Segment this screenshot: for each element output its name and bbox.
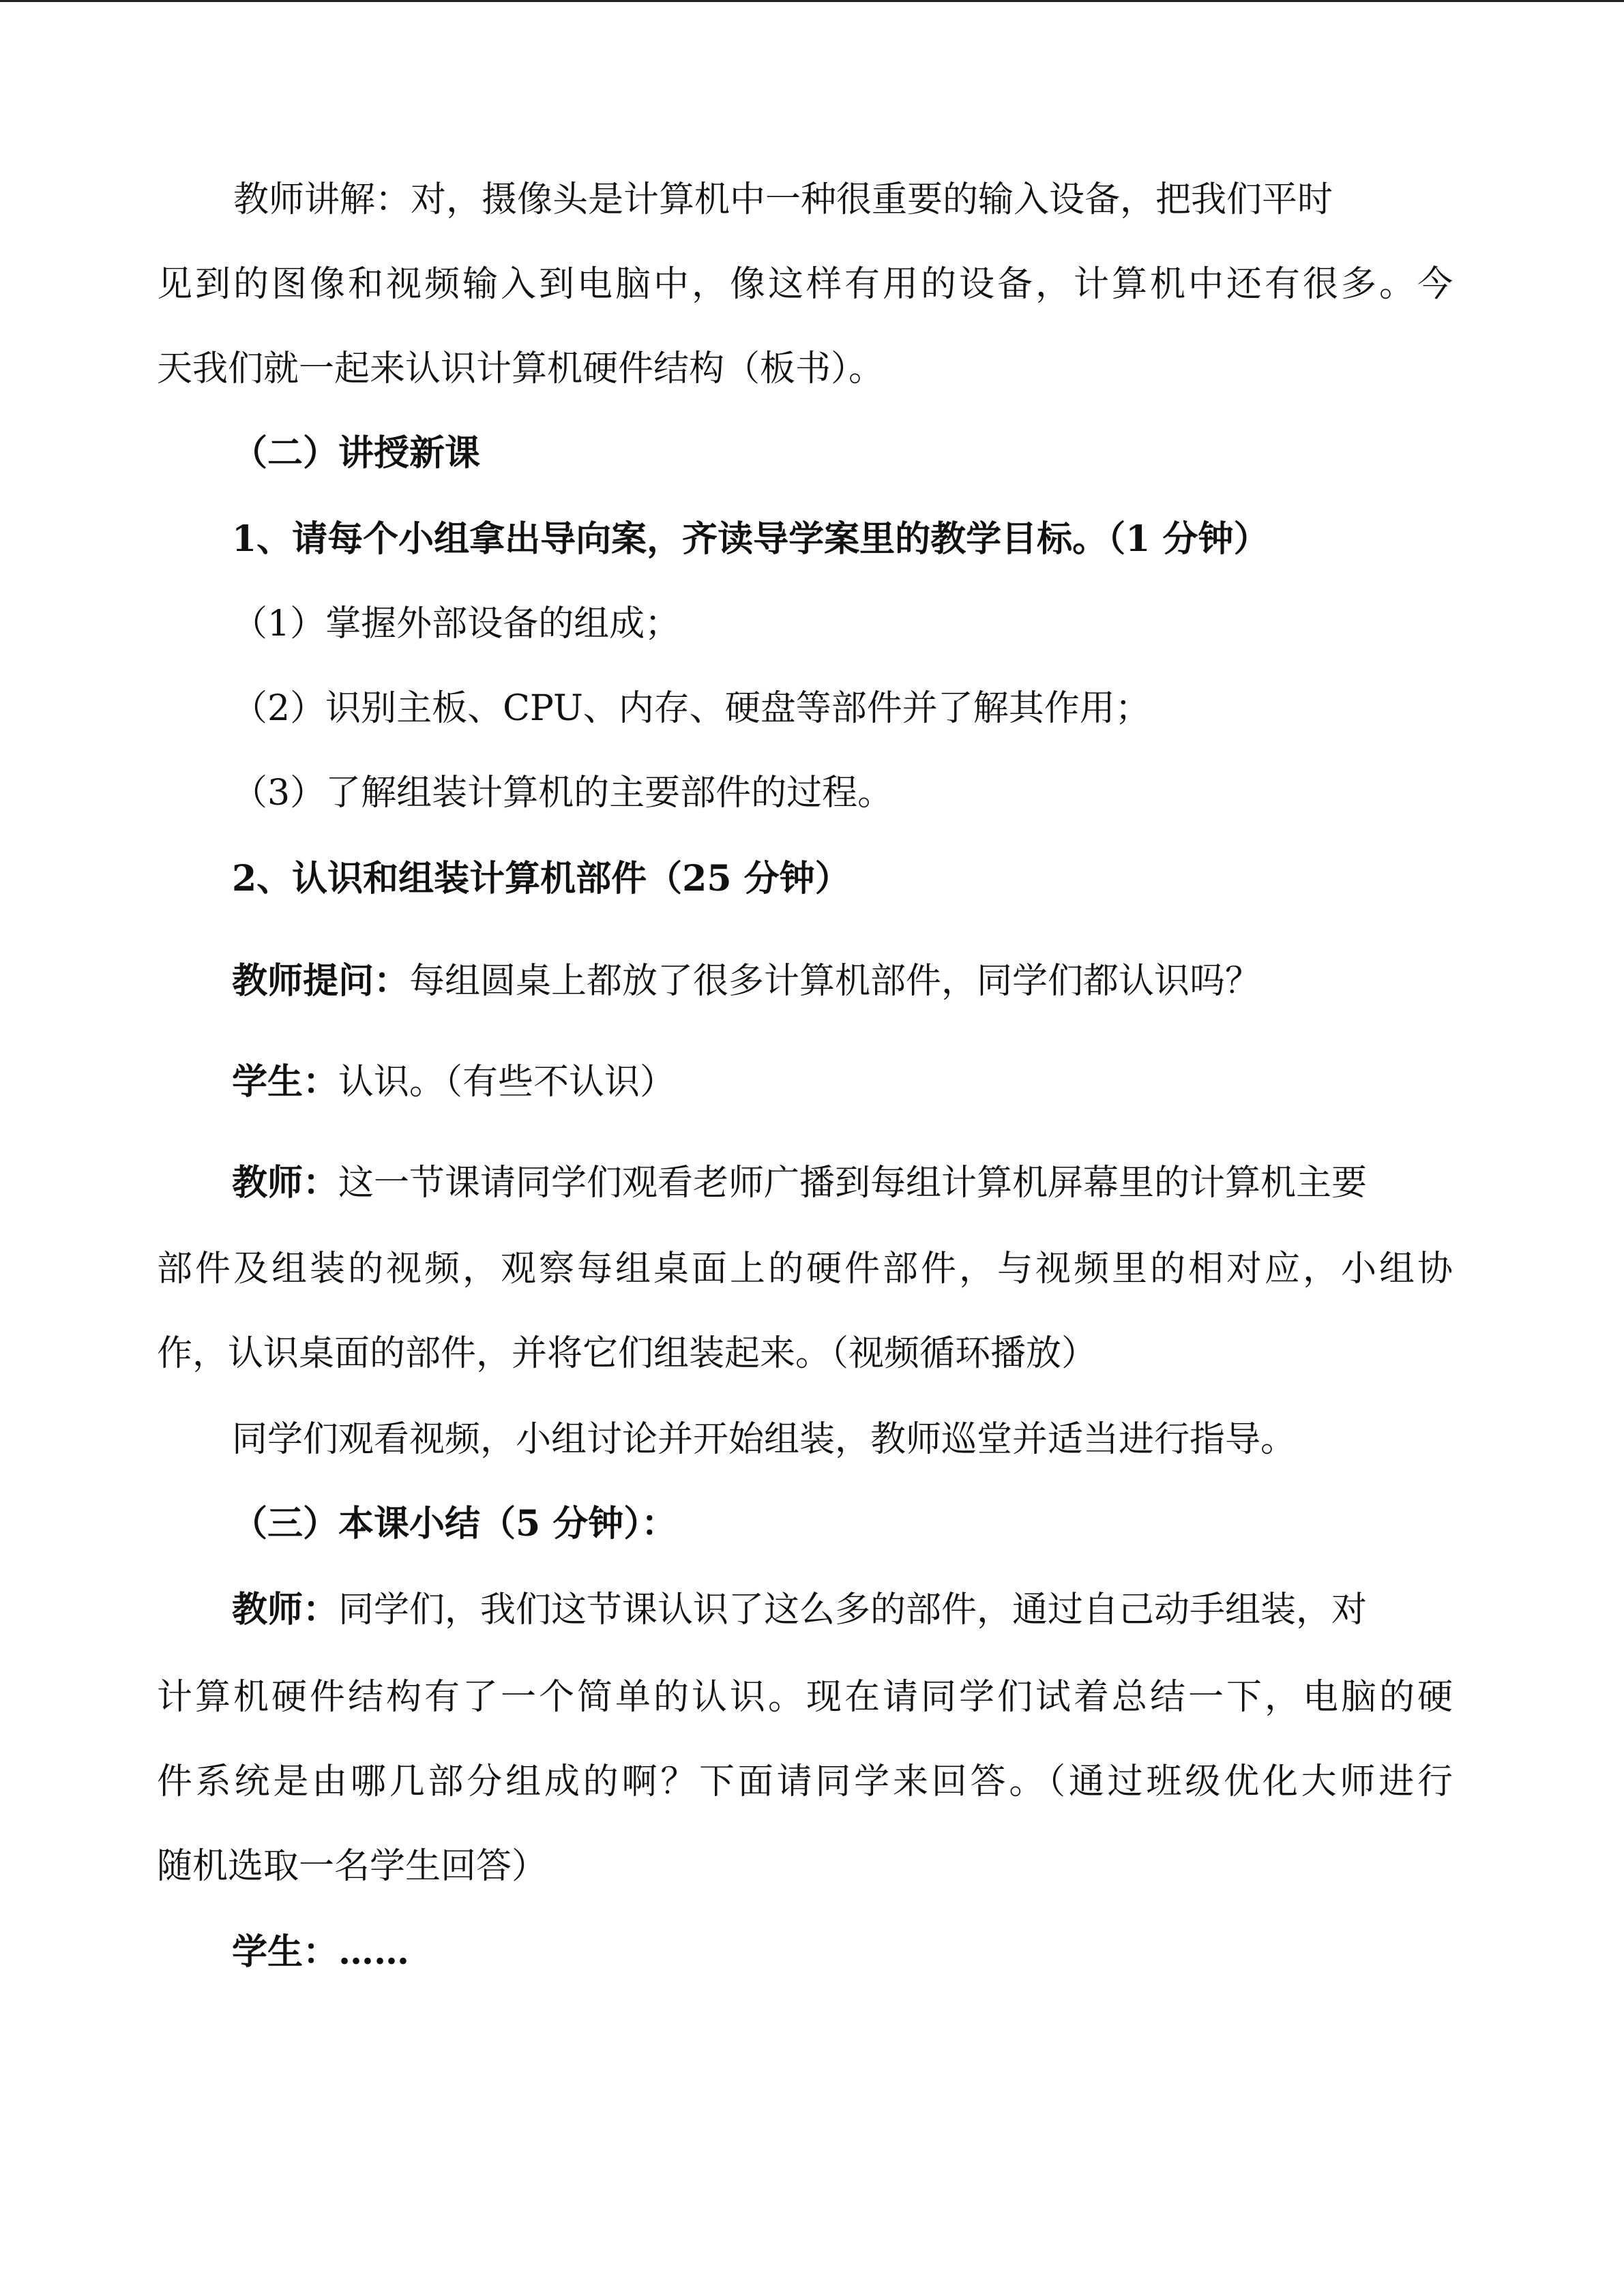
summary-line-2: 计算机硬件结构有了一个简单的认识。现在请同学们试着总结一下，电脑的硬: [157, 1677, 1453, 1718]
summary-line-4: 随机选取一名学生回答）: [157, 1846, 548, 1887]
teacher-instruction-line-3: 作，认识桌面的部件，并将它们组装起来。（视频循环播放）: [157, 1333, 1097, 1374]
student-label: 学生：: [232, 1061, 339, 1103]
summary-student-text: ……: [338, 1931, 410, 1973]
teacher-label: 教师：: [232, 1162, 339, 1204]
teacher-question-line: [232, 957, 1260, 1005]
teacher-question-text: 每组圆桌上都放了很多计算机部件，同学们都认识吗？: [409, 961, 1261, 1002]
student-answer-line: [232, 1058, 675, 1106]
student-answer-text: 认识。（有些不认识）: [338, 1062, 676, 1103]
intro-line-1: 教师讲解：对，摄像头是计算机中一种很重要的输入设备，把我们平时: [233, 179, 1333, 220]
summary-line-1: [232, 1586, 1367, 1634]
goal-item-3: （3）了解组装计算机的主要部件的过程。: [232, 773, 894, 814]
teacher-instruction-line-1: [232, 1159, 1367, 1207]
summary-student-line: [232, 1928, 409, 1976]
summary-line-3: 件系统是由哪几部分组成的啊？下面请同学来回答。（通过班级优化大师进行: [157, 1761, 1453, 1802]
intro-line-2: 见到的图像和视频输入到电脑中，像这样有用的设备，计算机中还有很多。今: [157, 264, 1453, 305]
teacher-question-label: 教师提问：: [232, 960, 410, 1002]
activity-line: 同学们观看视频，小组讨论并开始组装，教师巡堂并适当进行指导。: [232, 1419, 1297, 1460]
intro-line-3: 天我们就一起来认识计算机硬件结构（板书）。: [157, 348, 885, 389]
step1-heading: 1、请每个小组拿出导向案，齐读导学案里的教学目标。（1 分钟）: [232, 518, 1269, 560]
step2-heading: 2、认识和组装计算机部件（25 分钟）: [232, 858, 851, 899]
teacher-instruction-text-1: 这一节课请同学们观看老师广播到每组计算机屏幕里的计算机主要: [338, 1163, 1368, 1204]
goal-item-2: （2）识别主板、CPU、内存、硬盘等部件并了解其作用；: [232, 688, 1151, 729]
section-two-heading: （二）讲授新课: [232, 432, 481, 474]
summary-student-label: 学生：: [232, 1931, 339, 1973]
teacher-instruction-line-2: 部件及组装的视频，观察每组桌面上的硬件部件，与视频里的相对应，小组协: [157, 1249, 1453, 1289]
section-three-heading: （三）本课小结（5 分钟）：: [232, 1503, 677, 1545]
goal-item-1: （1）掌握外部设备的组成；: [232, 603, 681, 644]
summary-text-1: 同学们，我们这节课认识了这么多的部件，通过自己动手组装，对: [338, 1590, 1368, 1630]
top-border-line: [0, 0, 1624, 2]
summary-teacher-label: 教师：: [232, 1589, 339, 1630]
